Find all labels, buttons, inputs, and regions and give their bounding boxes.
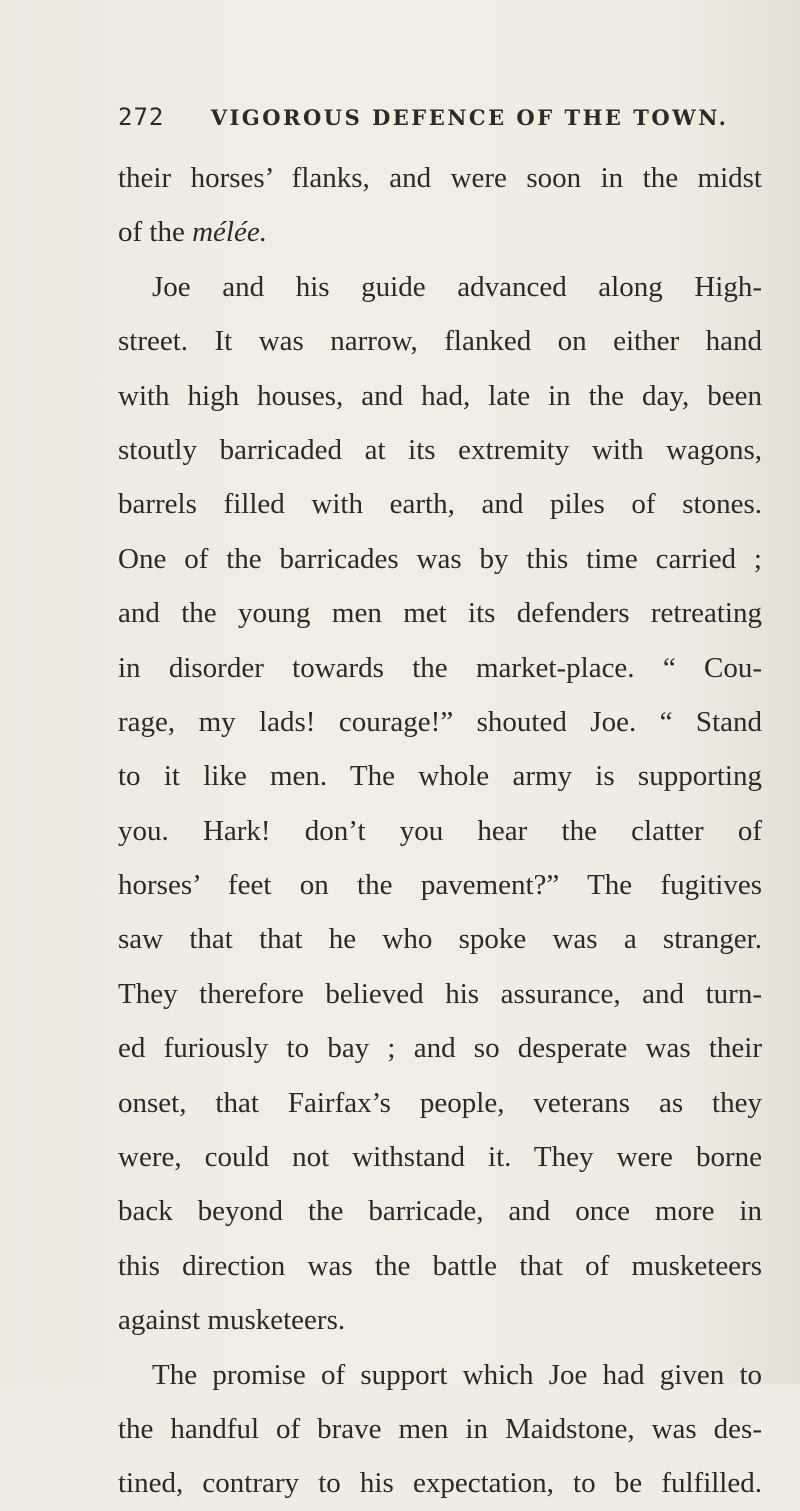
text-line-2 xyxy=(118,205,762,259)
text-line-14: horses’ feet on the pavement?” The fugitives xyxy=(118,869,762,902)
text-line-7: barrels filled with earth, and piles of stones. xyxy=(118,488,762,521)
text-line-4: street. It was narrow, flanked on either hand xyxy=(118,325,762,358)
text-line-6: stoutly barricaded at its extremity with wagons, xyxy=(118,433,762,466)
text-line-13: you. Hark! don’t you hear the clatter of xyxy=(118,814,762,847)
text-line-18: onset, that Fairfax’s people, veterans as they xyxy=(118,1086,762,1119)
text-line-21: this direction was the battle that of musketeers xyxy=(118,1249,762,1282)
text-line-22: against musketeers. xyxy=(118,1304,346,1337)
text-line-17: ed furiously to bay ; and so desperate was their xyxy=(118,1032,762,1065)
italic-word: mélée. xyxy=(192,216,267,249)
text-line-16: They therefore believed his assurance, and turn- xyxy=(118,977,762,1010)
text-line-24: the handful of brave men in Maidstone, was des- xyxy=(118,1412,762,1445)
text-line-1: their horses’ flanks, and were soon in the midst xyxy=(118,162,762,194)
running-title: VIGOROUS DEFENCE OF THE TOWN. xyxy=(210,105,729,130)
text-line-3: Joe and his guide advanced along High- xyxy=(152,270,762,303)
text-line-20: back beyond the barricade, and once more in xyxy=(118,1195,762,1228)
text-line-10: in disorder towards the market-place. “ Cou- xyxy=(118,651,762,684)
text-line-11: rage, my lads! courage!” shouted Joe. “ Stand xyxy=(118,705,762,738)
text-line-2-start: of the xyxy=(118,216,193,249)
text-line-12: to it like men. The whole army is supporting xyxy=(118,760,762,793)
text-line-8: One of the barricades was by this time carried ; xyxy=(118,542,762,575)
text-line-25: tined, contrary to his expectation, to be fulfilled. xyxy=(118,1467,762,1500)
page-number: 272 xyxy=(118,103,165,131)
text-line-15: saw that that he who spoke was a stranger. xyxy=(118,923,762,956)
text-line-9: and the young men met its defenders retreating xyxy=(118,597,762,630)
body-text xyxy=(118,151,762,1511)
text-line-23: The promise of support which Joe had given to xyxy=(152,1358,762,1391)
text-line-19: were, could not withstand it. They were borne xyxy=(118,1141,762,1174)
text-line-5: with high houses, and had, late in the day, been xyxy=(118,379,762,412)
running-head xyxy=(118,103,758,139)
